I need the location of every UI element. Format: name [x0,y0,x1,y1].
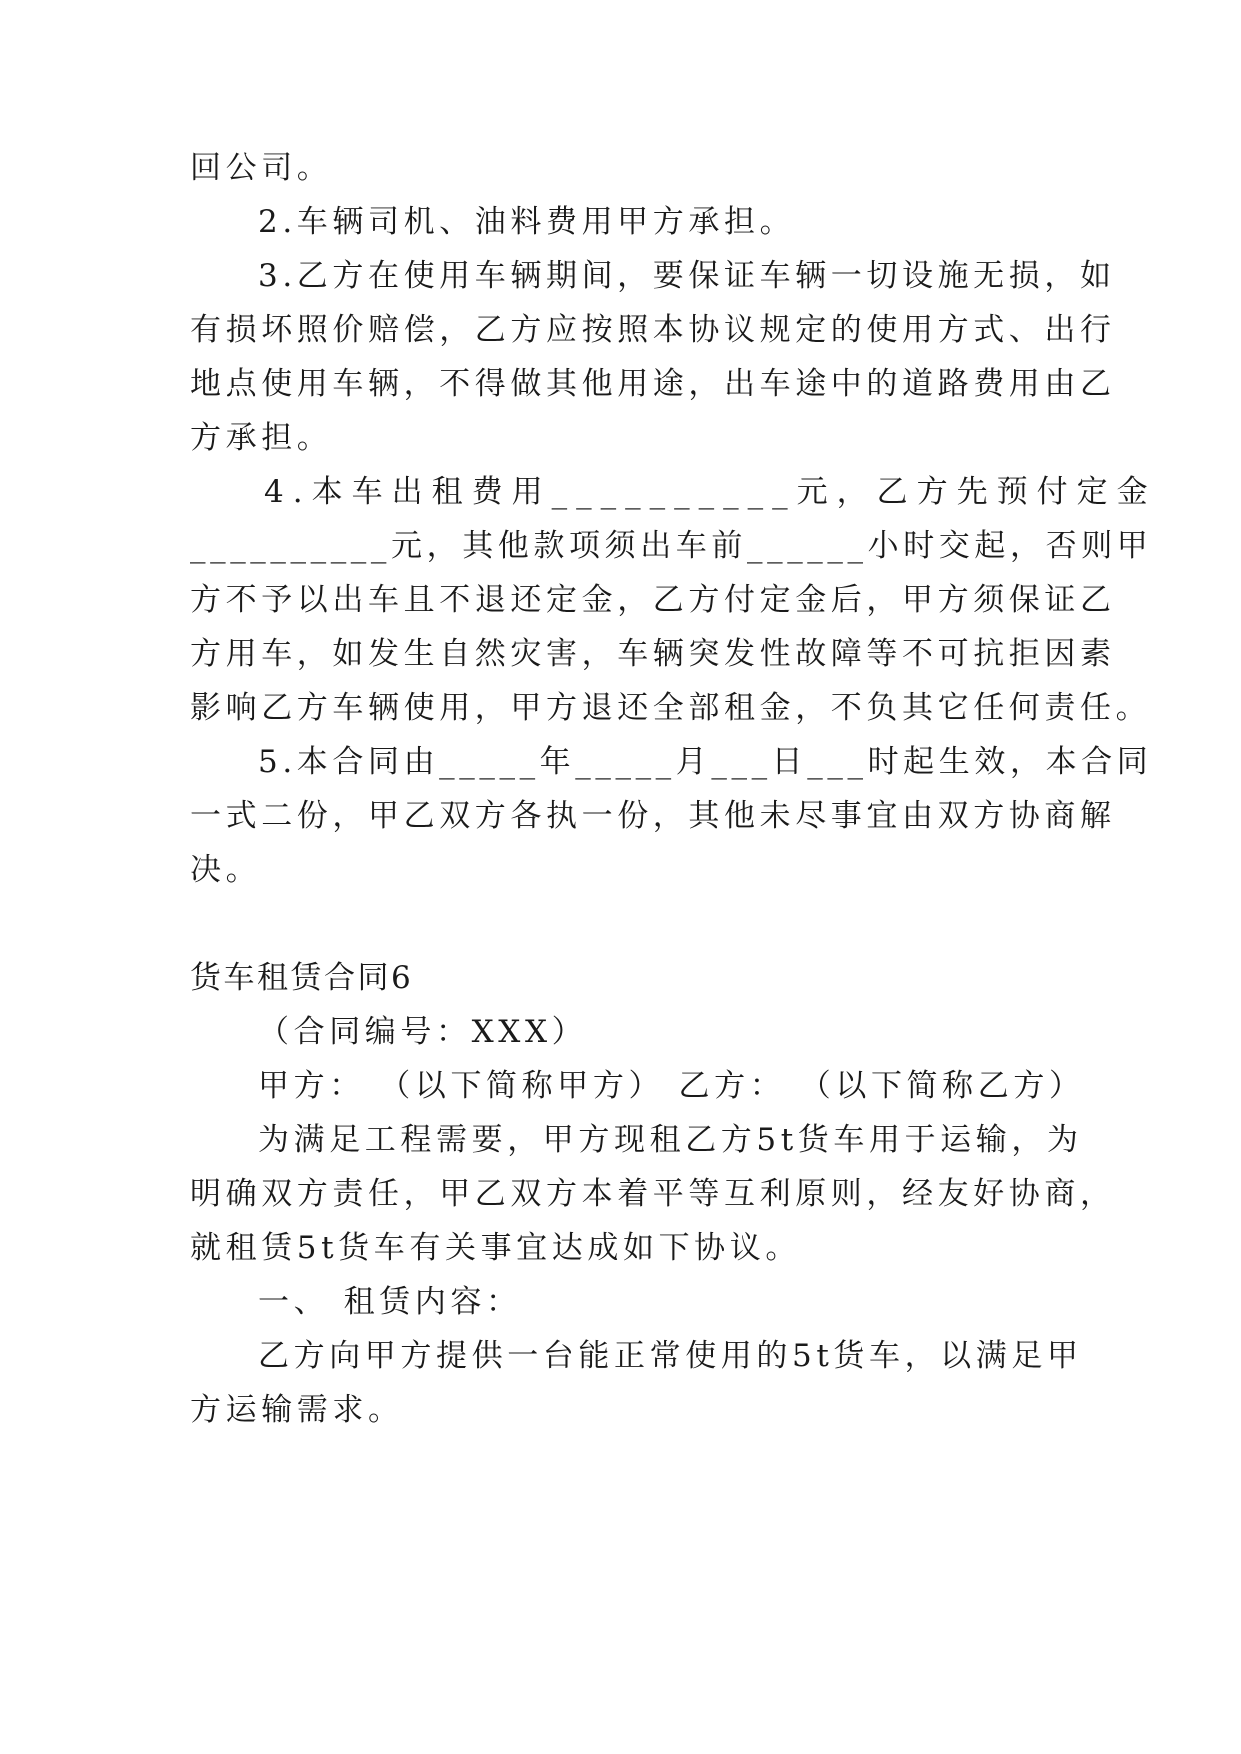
text-line: 方不予以出车且不退还定金，乙方付定金后，甲方须保证乙 [190,582,1116,618]
clause-3: 3.乙方在使用车辆期间，要保证车辆一切设施无损，如 [258,258,1116,294]
text-line: 影响乙方车辆使用，甲方退还全部租金，不负其它任何责任。 [190,690,1152,726]
text-line: 方用车，如发生自然灾害，车辆突发性故障等不可抗拒因素 [190,636,1116,672]
parties-line: 甲方： （以下简称甲方） 乙方： （以下简称乙方） [258,1068,1085,1104]
preamble: 为满足工程需要，甲方现租乙方5t货车用于运输，为 [258,1122,1083,1158]
text-line: 方运输需求。 [190,1392,404,1428]
text-line: 就租赁5t货车有关事宜达成如下协议。 [190,1230,801,1266]
text-line: 明确双方责任，甲乙双方本着平等互利原则，经友好协商， [190,1176,1116,1212]
text-line: 乙方向甲方提供一台能正常使用的5t货车，以满足甲 [258,1338,1083,1374]
clause-2: 2.车辆司机、油料费用甲方承担。 [258,204,796,240]
text-line: 有损坏照价赔偿，乙方应按照本协议规定的使用方式、出行 [190,312,1116,348]
text-line: 方承担。 [190,420,333,456]
text-line: 回公司。 [190,150,333,186]
text-line: __________元，其他款项须出车前______小时交起，否则甲 [190,528,1153,564]
section-heading-1: 一、 租赁内容： [258,1284,522,1320]
clause-4: 4.本车出租费用__________元，乙方先预付定金 [264,474,1157,510]
text-line: 决。 [190,852,262,888]
text-line: 一式二份，甲乙双方各执一份，其他未尽事宜由双方协商解 [190,798,1116,834]
contract-number: （合同编号：XXX） [258,1014,588,1050]
clause-5: 5.本合同由_____年_____月___日___时起生效，本合同 [258,744,1153,780]
text-line: 地点使用车辆，不得做其他用途，出车途中的道路费用由乙 [190,366,1116,402]
section-title: 货车租赁合同6 [190,960,414,996]
